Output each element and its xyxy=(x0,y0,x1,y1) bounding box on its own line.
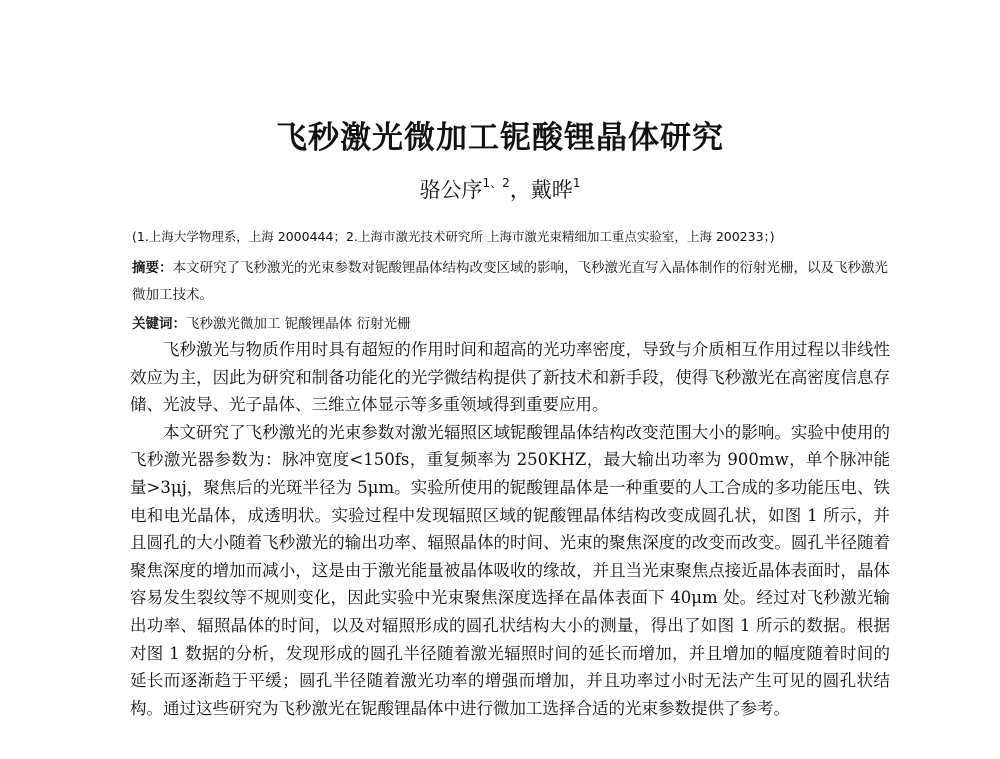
abstract-text: 本文研究了飞秒激光的光束参数对铌酸锂晶体结构改变区域的影响，飞秒激光直写入晶体制作的衍射光栅，以及飞秒激光微加工技术。 xyxy=(132,260,888,303)
keywords-text: 飞秒激光微加工 铌酸锂晶体 衍射光栅 xyxy=(186,316,411,332)
keywords xyxy=(132,312,892,332)
keywords-label: 关键词： xyxy=(132,316,186,332)
author-name: 戴晔 xyxy=(530,178,573,202)
abstract-label: 摘要： xyxy=(132,260,173,276)
body-text xyxy=(130,336,890,722)
author-affiliation-mark: 1、2 xyxy=(482,176,510,190)
body-paragraph: 本文研究了飞秒激光的光束参数对激光辐照区域铌酸锂晶体结构改变范围大小的影响。实验中使用的飞秒激光器参数为：脉冲宽度<150fs，重复频率为 250KHZ，最大输出功率为 900mw，单个脉冲能量>3μj，聚焦后的光斑半径为 5μm。实验所使用的铌酸锂晶体是一种重要的人工合成的多功能压电、铁电和电光晶体，成透明状。实验过程中发现辐照区域的铌酸锂晶体结构改变成圆孔状，如图 1 所示，并且圆孔的大小随着飞秒激光的输出功率、辐照晶体的时间、光束的聚焦深度的改变而改变。圆孔半径随着聚焦深度的增加而减小，这是由于激光能量被晶体吸收的缘故，并且当光束聚焦点接近晶体表面时，晶体容易发生裂纹等不规则变化，因此实验中光束聚焦深度选择在晶体表面下 40μm 处。经过对飞秒激光输出功率、辐照晶体的时间，以及对辐照形成的圆孔状结构大小的测量，得出了如图 1 所示的数据。根据对图 1 数据的分析，发现形成的圆孔半径随着激光辐照时间的延长而增加，并且增加的幅度随着时间的延长而逐渐趋于平缓；圆孔半径随着激光功率的增强而增加，并且功率过小时无法产生可见的圆孔状结构。通过这些研究为飞秒激光在铌酸锂晶体中进行微加工选择合适的光束参数提供了参考。 xyxy=(130,422,890,718)
author-line xyxy=(0,174,1000,204)
paper-title: 飞秒激光微加工铌酸锂晶体研究 xyxy=(276,120,724,156)
affiliation-line: (1.上海大学物理系，上海 2000444；2.上海市激光技术研究所 上海市激光束精细加工重点实验室，上海 200233；) xyxy=(132,229,775,244)
author-affiliation-mark: 1 xyxy=(572,176,581,190)
author-name: 骆公序 xyxy=(419,178,483,202)
author-separator: ， xyxy=(509,178,531,202)
body-paragraph: 飞秒激光与物质作用时具有超短的作用时间和超高的光功率密度，导致与介质相互作用过程以非线性效应为主，因此为研究和制备功能化的光学微结构提供了新技术和新手段，使得飞秒激光在高密度信息存储、光波导、光子晶体、三维立体显示等多重领域得到重要应用。 xyxy=(130,340,890,415)
abstract xyxy=(132,255,892,309)
